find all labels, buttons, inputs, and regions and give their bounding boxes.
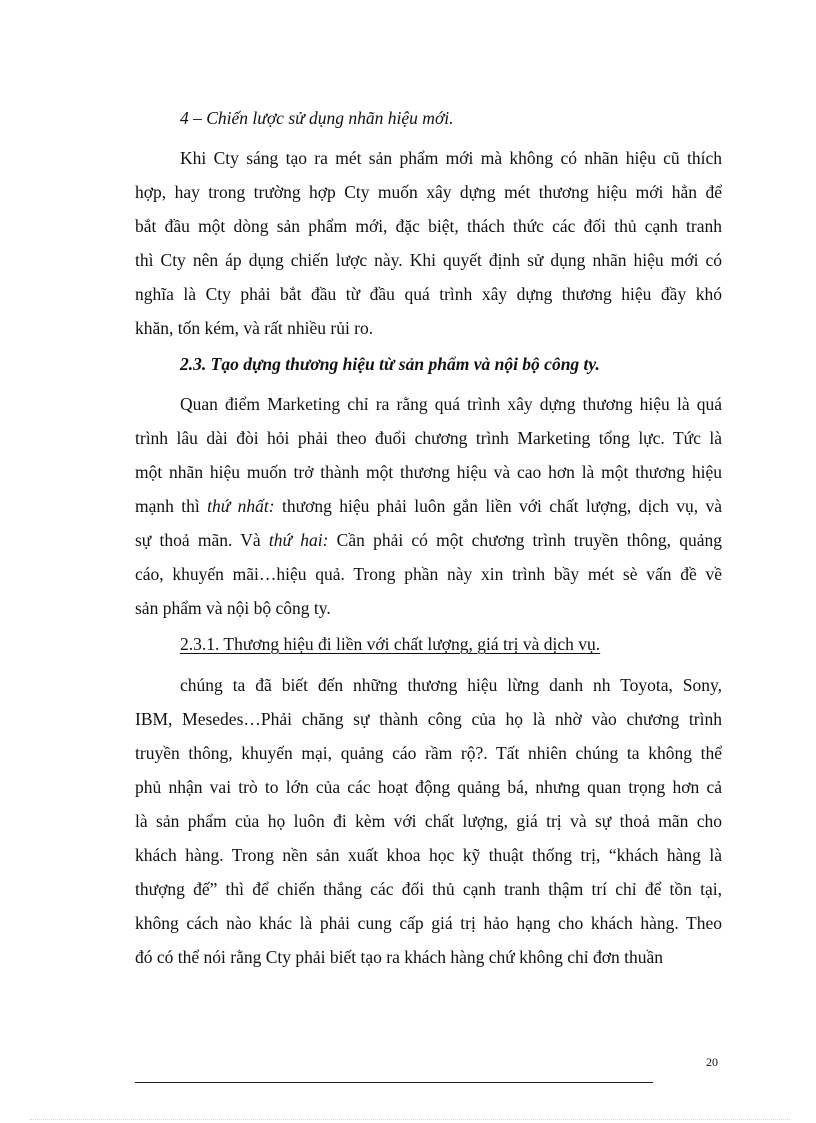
- paragraph-line: truyền thông, khuyến mại, quảng cáo rầm rộ?. Tất nhiên chúng ta không thể: [135, 743, 722, 763]
- paragraph-line: [135, 494, 722, 518]
- section-heading-new-brand-strategy: 4 – Chiến lược sử dụng nhãn hiệu mới.: [180, 108, 454, 128]
- footer-rule: [135, 1082, 653, 1083]
- paragraph-line: Khi Cty sáng tạo ra mét sản phẩm mới mà không có nhãn hiệu cũ thích: [180, 148, 722, 168]
- paragraph-line: cáo, khuyến mãi…hiệu quả. Trong phần này xin trình bầy mét sè vấn đề về: [135, 564, 722, 584]
- text-run: mạnh thì: [135, 496, 208, 516]
- paragraph-line: thì Cty nên áp dụng chiến lược này. Khi quyết định sử dụng nhãn hiệu mới có: [135, 250, 722, 270]
- paragraph-line: phủ nhận vai trò to lớn của các hoạt động quảng bá, nhưng quan trọng hơn cả: [135, 777, 722, 797]
- page-number: 20: [706, 1055, 718, 1069]
- text-run: Cần phải có một chương trình truyền thông, quảng: [328, 530, 722, 550]
- paragraph-line: bắt đầu một dòng sản phẩm mới, đặc biệt, thách thức các đối thủ cạnh tranh: [135, 216, 722, 236]
- paragraph-line: thượng đế” thì để chiến thắng các đối thủ cạnh tranh thậm trí chỉ để tồn tại,: [135, 879, 722, 899]
- paragraph-line: khách hàng. Trong nền sản xuất khoa học kỹ thuật thống trị, “khách hàng là: [135, 845, 722, 865]
- paragraph-line: một nhãn hiệu muốn trở thành một thương hiệu và cao hơn là một thương hiệu: [135, 462, 722, 482]
- emphasis-first: thứ nhất:: [207, 496, 275, 516]
- paragraph-line: không cách nào khác là phải cung cấp giá trị hảo hạng cho khách hàng. Theo: [135, 913, 722, 933]
- paragraph-line: [135, 528, 722, 552]
- paragraph-line: sản phẩm và nội bộ công ty.: [135, 598, 331, 618]
- paragraph-line: chúng ta đã biết đến những thương hiệu lừng danh nh Toyota, Sony,: [180, 675, 722, 695]
- emphasis-second: thứ hai:: [268, 530, 329, 550]
- paragraph-line: Quan điểm Marketing chỉ ra rằng quá trình xây dựng thương hiệu là quá: [180, 394, 722, 414]
- section-heading-2-3: 2.3. Tạo dựng thương hiệu từ sản phẩm và nội bộ công ty.: [180, 354, 600, 374]
- text-run: thương hiệu phải luôn gắn liền với chất lượng, dịch vụ, và: [274, 496, 722, 516]
- page-edge-dots: [30, 1119, 790, 1120]
- section-heading-2-3-1: 2.3.1. Thương hiệu đi liền với chất lượng, giá trị và dịch vụ.: [180, 634, 601, 654]
- text-run: sự thoả mãn. Và: [135, 530, 269, 550]
- paragraph-line: trình lâu dài đòi hỏi phải theo đuổi chương trình Marketing tổng lực. Tức là: [135, 428, 722, 448]
- paragraph-line: khăn, tốn kém, và rất nhiều rủi ro.: [135, 318, 374, 338]
- paragraph-line: là sản phẩm của họ luôn đi kèm với chất lượng, giá trị và sự thoả mãn cho: [135, 811, 722, 831]
- paragraph-line: nghĩa là Cty phải bắt đầu từ đầu quá trình xây dựng thương hiệu đầy khó: [135, 284, 722, 304]
- paragraph-line: IBM, Mesedes…Phải chăng sự thành công của họ là nhờ vào chương trình: [135, 709, 722, 729]
- paragraph-line: đó có thể nói rằng Cty phải biết tạo ra khách hàng chứ không chỉ đơn thuần: [135, 947, 664, 967]
- paragraph-line: hợp, hay trong trường hợp Cty muốn xây dựng mét thương hiệu mới hẳn để: [135, 182, 722, 202]
